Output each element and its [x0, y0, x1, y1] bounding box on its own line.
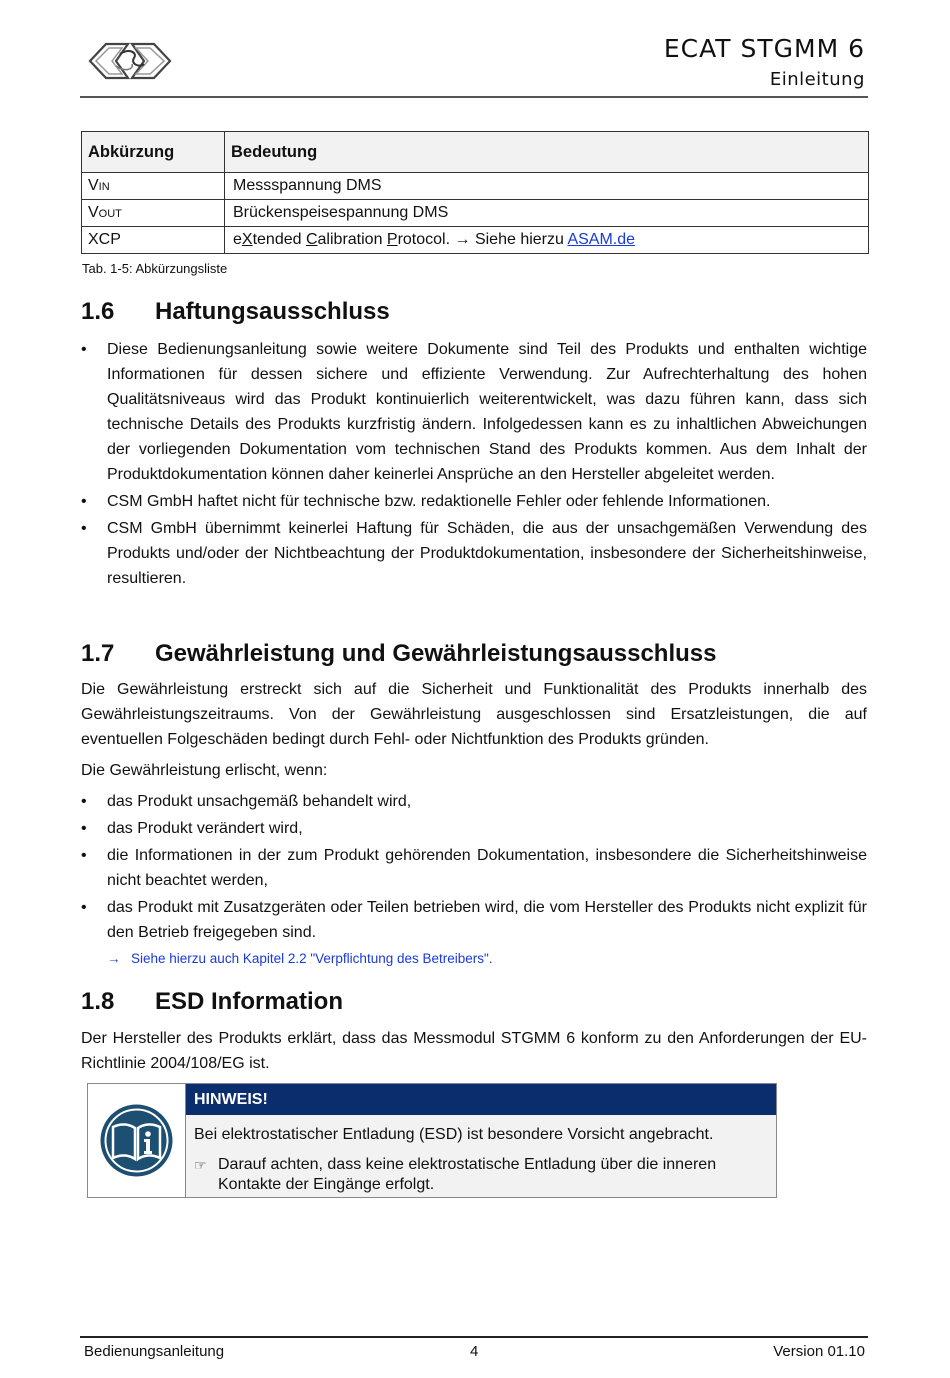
notice-box: [87, 1083, 777, 1198]
abbreviation-cell: XCP: [82, 227, 225, 254]
bullet-icon: •: [81, 341, 87, 358]
list-item: [81, 516, 867, 591]
meaning-cell: [225, 227, 869, 254]
bullet-icon: •: [81, 493, 87, 510]
table-header-row: [82, 132, 869, 173]
table-row: [82, 173, 869, 200]
section-number: 1.7: [81, 640, 115, 667]
list-item: [81, 337, 867, 487]
esd-paragraph: Der Hersteller des Produkts erklärt, dass das Messmodul STGMM 6 konform zu den Anforderungen der EU-Richtlinie 2004/108/EG ist.: [81, 1030, 867, 1072]
text-part: C: [305, 231, 318, 248]
abbreviation-cell: [82, 173, 225, 200]
company-logo: [84, 36, 174, 86]
chapter-title: Einleitung: [769, 69, 865, 90]
text-part: alibration: [317, 231, 387, 248]
list-item-text: CSM GmbH haftet nicht für technische bzw. redaktionelle Fehler oder fehlende Informationen.: [107, 493, 771, 510]
bullet-icon: •: [81, 847, 87, 864]
page-number: 4: [470, 1343, 479, 1360]
list-item-text: CSM GmbH übernimmt keinerlei Haftung für Schäden, die aus der unsachgemäßen Verwendung des Produkts und/oder der Nichtbeachtung der Produktdokumentation, insbesondere der Sicherheitshinweise, resultieren.: [107, 520, 867, 587]
list-item: [81, 895, 867, 945]
notice-body: [186, 1115, 776, 1197]
asam-link[interactable]: ASAM.de: [567, 231, 636, 248]
bullet-icon: •: [81, 520, 87, 537]
text-part: tended: [252, 231, 306, 248]
section-heading-1-6: [81, 298, 390, 326]
table-row: [82, 227, 869, 254]
table-row: [82, 200, 869, 227]
abbreviation-cell: [82, 200, 225, 227]
list-item: [81, 489, 867, 514]
column-header-abbreviation: Abkürzung: [82, 132, 225, 173]
section-title: Haftungsausschluss: [155, 298, 390, 325]
text-part: X: [241, 231, 253, 248]
list-item-text: die Informationen in der zum Produkt gehörenden Dokumentation, insbesondere die Sicherheitshinweise nicht beachtet werden,: [107, 847, 867, 889]
list-item-text: das Produkt unsachgemäß behandelt wird,: [107, 793, 412, 810]
abbreviation-subscript: OUT: [98, 208, 122, 220]
table-caption: Tab. 1-5: Abkürzungsliste: [82, 261, 228, 276]
text-part: e: [233, 231, 242, 248]
bullet-icon: •: [81, 793, 87, 810]
abbreviation-main: V: [88, 204, 99, 221]
list-item: [81, 843, 867, 893]
footer-document-type: Bedienungsanleitung: [84, 1343, 225, 1360]
info-manual-icon: [99, 1103, 174, 1178]
notice-heading: HINWEIS!: [186, 1084, 776, 1115]
header-divider: [80, 96, 868, 98]
list-item: [81, 816, 867, 841]
list-item: [81, 789, 867, 814]
see-also-text: Siehe hierzu auch Kapitel 2.2 "Verpflichtung des Betreibers".: [131, 951, 493, 966]
section-title: Gewährleistung und Gewährleistungsausschluss: [155, 640, 717, 667]
column-header-meaning: Bedeutung: [225, 132, 869, 173]
arrow-right-icon: →: [107, 951, 121, 966]
text-part: Siehe hierzu: [470, 231, 568, 248]
text-part: P: [386, 231, 398, 248]
meaning-cell: Brückenspeisespannung DMS: [225, 200, 869, 227]
text-part: rotocol.: [397, 231, 455, 248]
notice-text: Bei elektrostatischer Entladung (ESD) ist besondere Vorsicht angebracht.: [194, 1126, 714, 1143]
section-title: ESD Information: [155, 988, 344, 1015]
meaning-cell: Messspannung DMS: [225, 173, 869, 200]
section-number: 1.8: [81, 988, 115, 1015]
bullet-icon: •: [81, 899, 87, 916]
bullet-icon: •: [81, 820, 87, 837]
notice-hint: [194, 1155, 768, 1195]
list-item-text: das Produkt verändert wird,: [107, 820, 303, 837]
see-also-link[interactable]: [107, 951, 493, 966]
section-heading-1-8: [81, 988, 343, 1016]
footer-divider: [80, 1336, 868, 1338]
document-title: ECAT STGMM 6: [663, 34, 865, 63]
abbreviation-subscript: IN: [98, 181, 110, 193]
section-number: 1.6: [81, 298, 115, 325]
warranty-conditions-list: [81, 789, 867, 947]
notice-icon-cell: [88, 1084, 186, 1197]
abbreviation-table: [81, 131, 869, 254]
pointing-hand-icon: ☞: [194, 1157, 207, 1173]
notice-hint-text: Darauf achten, dass keine elektrostatische Entladung über die inneren Kontakte der Eingänge erfolgt.: [218, 1156, 717, 1193]
abbreviation-main: V: [88, 177, 99, 194]
disclaimer-list: [81, 337, 867, 593]
list-item-text: Diese Bedienungsanleitung sowie weitere Dokumente sind Teil des Produkts und enthalten wichtige Informationen für dessen sichere und effiziente Verwendung. Zur Aufrechterhaltung des hohen Qualitätsniveaus wird das Produkt kontinuierlich weiterentwickelt, was dazu führen kann, dass sich technische Details des Produkts kurzfristig ändern. Infolgedessen kann es zu inhaltlichen Abweichungen der vorliegenden Dokumentation vom technischen Stand des Produkts kommen. Aus dem Inhalt der Produktdokumentation können daher keinerlei Ansprüche an den Hersteller abgeleitet werden.: [107, 341, 867, 483]
list-item-text: das Produkt mit Zusatzgeräten oder Teilen betrieben wird, die vom Hersteller des Produkts nicht explizit für den Betrieb freigegeben sind.: [107, 899, 867, 941]
arrow-icon: →: [454, 231, 471, 248]
footer-version: Version 01.10: [773, 1343, 865, 1360]
section-heading-1-7: [81, 640, 716, 668]
warranty-paragraph: Die Gewährleistung erstreckt sich auf die Sicherheit und Funktionalität des Produkts innerhalb des Gewährleistungszeitraums. Von der Gewährleistung ausgeschlossen sind Ersatzleistungen, die auf eventuellen Folgeschäden bedingt durch Fehl- oder Nichtfunktion des Produkts gründen.: [81, 681, 867, 748]
warranty-expiry-intro: Die Gewährleistung erlischt, wenn:: [81, 762, 328, 779]
